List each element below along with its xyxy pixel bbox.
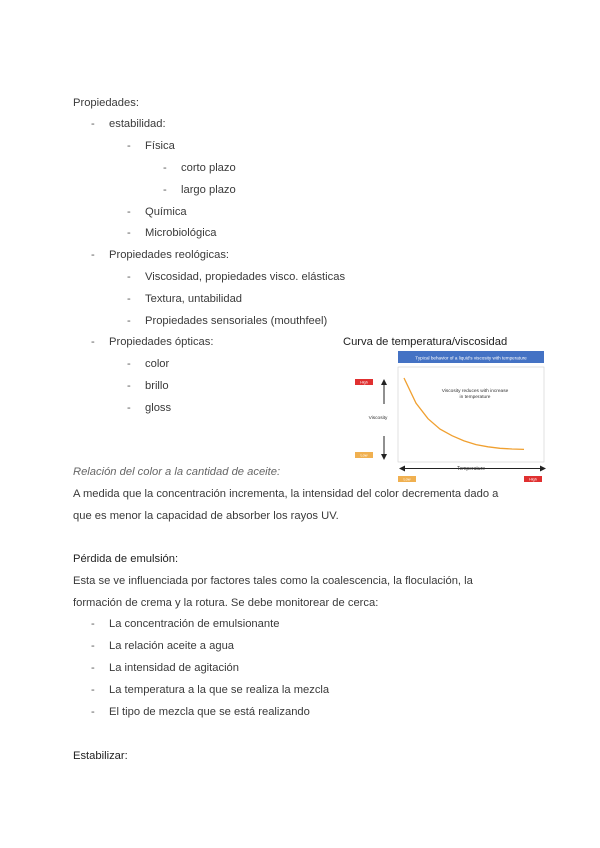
section-title-propiedades: Propiedades: <box>73 97 139 109</box>
list-item-fisica: Física <box>145 140 175 152</box>
list-item-opticas: Propiedades ópticas: <box>109 336 214 348</box>
paragraph-line: que es menor la capacidad de absorber los rayos UV. <box>73 510 339 522</box>
bullet-dash: - <box>163 162 167 174</box>
list-item-sensoriales: Propiedades sensoriales (mouthfeel) <box>145 315 328 327</box>
section-title-relacion: Relación del color a la cantidad de aceite: <box>73 466 281 478</box>
y-arrowhead-down <box>381 454 387 460</box>
x-arrowhead-left <box>399 466 405 472</box>
x-axis-label: Temperature <box>456 466 486 472</box>
list-item-estabilidad: estabilidad: <box>109 118 166 130</box>
y-arrowhead-up <box>381 379 387 385</box>
bullet-dash: - <box>127 140 131 152</box>
bullet-dash: - <box>127 271 131 283</box>
list-item-quimica: Química <box>145 206 187 218</box>
bullet-dash: - <box>127 293 131 305</box>
viscosity-chart <box>348 346 548 491</box>
list-item-brillo: brillo <box>145 380 169 392</box>
list-item: La relación aceite a agua <box>109 640 235 652</box>
paragraph-line: formación de crema y la rotura. Se debe monitorear de cerca: <box>73 597 379 609</box>
tag-high-x-label: High <box>529 477 537 482</box>
section-title-estabilizar: Estabilizar: <box>73 750 128 762</box>
bullet-dash: - <box>127 227 131 239</box>
list-item-viscosidad: Viscosidad, propiedades visco. elásticas <box>145 271 346 283</box>
list-item-reologicas: Propiedades reológicas: <box>109 249 230 261</box>
bullet-dash: - <box>91 618 95 630</box>
chart-note-line1: Viscosity reduces with increase <box>441 389 509 394</box>
bullet-dash: - <box>127 315 131 327</box>
bullet-dash: - <box>91 249 95 261</box>
list-item-textura: Textura, untabilidad <box>145 293 243 305</box>
bullet-dash: - <box>127 206 131 218</box>
tag-low-x-label: Low <box>403 477 411 482</box>
list-item: La temperatura a la que se realiza la mezcla <box>109 684 330 696</box>
list-item: El tipo de mezcla que se está realizando <box>109 706 310 718</box>
bullet-dash: - <box>127 402 131 414</box>
bullet-dash: - <box>91 662 95 674</box>
bullet-dash: - <box>127 358 131 370</box>
y-axis-label: Viscosity <box>368 416 388 421</box>
paragraph-line: A medida que la concentración incrementa, la intensidad del color decrementa dado a <box>73 488 499 500</box>
chart-note-line2: in temperature <box>459 395 491 400</box>
section-title-perdida: Pérdida de emulsión: <box>73 553 179 565</box>
plot-area <box>398 367 544 462</box>
bullet-dash: - <box>91 640 95 652</box>
x-arrowhead-right <box>540 466 546 472</box>
bullet-dash: - <box>91 118 95 130</box>
list-item-microbiologica: Microbiológica <box>145 227 217 239</box>
list-item-gloss: gloss <box>145 402 172 414</box>
figure-caption: Curva de temperatura/viscosidad <box>343 336 508 348</box>
bullet-dash: - <box>163 184 167 196</box>
bullet-dash: - <box>127 380 131 392</box>
list-item: La intensidad de agitación <box>109 662 240 674</box>
list-item-largo-plazo: largo plazo <box>181 184 236 196</box>
bullet-dash: - <box>91 706 95 718</box>
bullet-dash: - <box>91 336 95 348</box>
chart-title: Typical behavior of a liquid's viscosity with temperature <box>415 355 527 361</box>
bullet-dash: - <box>91 684 95 696</box>
tag-high-label: High <box>360 380 368 385</box>
list-item-corto-plazo: corto plazo <box>181 162 236 174</box>
paragraph-line: Esta se ve influenciada por factores tales como la coalescencia, la floculación, la <box>73 575 473 587</box>
tag-low-label: Low <box>360 453 368 458</box>
list-item-color: color <box>145 358 170 370</box>
list-item: La concentración de emulsionante <box>109 618 280 630</box>
